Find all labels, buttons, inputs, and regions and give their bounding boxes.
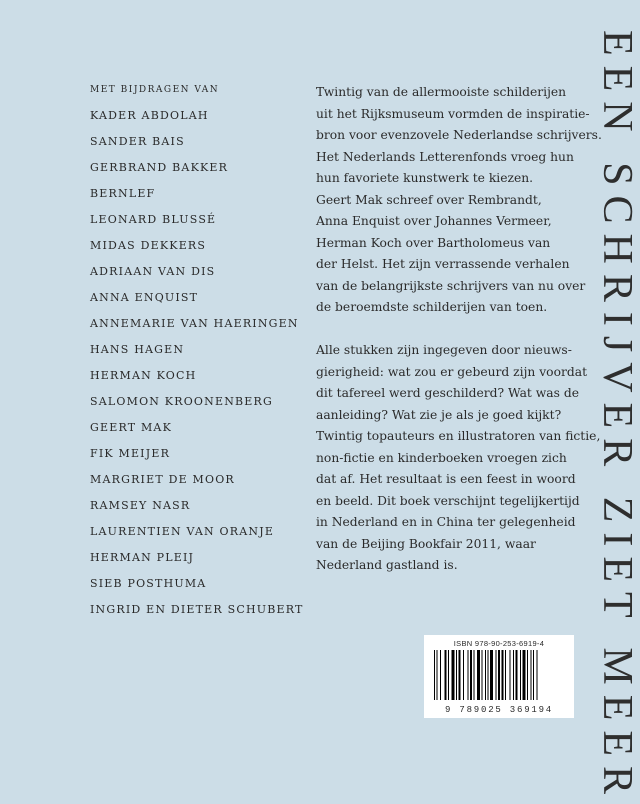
blurb-line: Herman Koch over Bartholomeus van	[316, 235, 551, 250]
blurb-line: bron voor evenzovele Nederlandse schrijvers.	[316, 128, 602, 142]
barcode-bar	[520, 650, 521, 700]
blurb-line: Anna Enquist over Johannes Vermeer,	[316, 214, 552, 228]
contributors-section	[90, 85, 304, 630]
blurb-section	[316, 82, 616, 577]
contributor-name: GERBRAND BAKKER	[90, 161, 229, 174]
blurb-line: Het Nederlands Letterenfonds vroeg hun	[316, 149, 574, 164]
barcode-bar	[482, 650, 483, 700]
barcode	[424, 635, 574, 718]
barcode-bar	[456, 650, 457, 700]
blurb-line: dit tafereel werd geschilderd? Wat was de	[316, 386, 580, 400]
contributor-name: MIDAS DEKKERS	[90, 239, 207, 252]
contributor-name: KADER ABDOLAH	[90, 109, 209, 122]
barcode-bar	[510, 650, 511, 700]
barcode-bar	[459, 650, 461, 700]
barcode-bar	[440, 650, 441, 700]
contributor-name: BERNLEF	[90, 187, 156, 200]
contributor-name: MARGRIET DE MOOR	[90, 473, 235, 486]
barcode-bar	[445, 650, 447, 700]
contributor-name: GEERT MAK	[90, 421, 172, 434]
blurb-line: dat af. Het resultaat is een feest in woord	[316, 472, 576, 486]
blurb-line: Twintig topauteurs en illustratoren van fictie,	[316, 429, 601, 443]
contributor-name: FIK MEIJER	[90, 447, 171, 460]
blurb-line: Nederland gastland is.	[316, 558, 458, 572]
contributor-name: SALOMON KROONENBERG	[90, 395, 274, 408]
barcode-bar	[474, 650, 475, 700]
blurb-line: der Helst. Het zijn verrassende verhalen	[316, 257, 570, 271]
contributor-name: ANNA ENQUIST	[90, 291, 199, 304]
contributor-name: HANS HAGEN	[90, 343, 185, 356]
barcode-bar	[523, 650, 526, 700]
contributors-heading: MET BIJDRAGEN VAN	[90, 85, 220, 95]
blurb-line: Geert Mak schreef over Rembrandt,	[316, 192, 542, 207]
contributor-name: ANNEMARIE VAN HAERINGEN	[90, 317, 299, 330]
blurb-line: de beroemdste schilderijen van toen.	[316, 300, 548, 314]
contributor-name: INGRID EN DIETER SCHUBERT	[90, 603, 304, 616]
blurb-line: Twintig van de allermooiste schilderijen	[316, 85, 567, 99]
contributor-name: RAMSEY NASR	[90, 499, 191, 512]
blurb-line: non-fictie en kinderboeken vroegen zich	[316, 450, 567, 465]
barcode-bar	[434, 650, 435, 700]
barcode-bar	[537, 650, 538, 700]
contributor-name: LEONARD BLUSSÉ	[90, 213, 217, 226]
contributors-list	[90, 109, 304, 630]
blurb-line: van de belangrijkste schrijvers van nu over	[316, 278, 586, 293]
blurb-line: uit het Rijksmuseum vormden de inspiratie-	[316, 106, 590, 121]
barcode-bar	[463, 650, 464, 700]
barcode-bar	[452, 650, 455, 700]
blurb-line: gierigheid: wat zou er gebeurd zijn voordat	[316, 364, 588, 379]
barcode-bar	[502, 650, 504, 700]
blurb-line: en beeld. Dit boek verschijnt tegelijkertijd	[316, 493, 580, 508]
barcode-bar	[505, 650, 506, 700]
barcode-bar	[527, 650, 528, 700]
barcode-bar	[490, 650, 493, 700]
contributor-name: ADRIAAN VAN DIS	[90, 265, 216, 278]
barcode-bar	[470, 650, 472, 700]
spine-title: EEN SCHRIJVER ZIET MEER	[594, 30, 640, 804]
barcode-bar	[485, 650, 486, 700]
barcode-bar	[477, 650, 480, 700]
contributor-name: SANDER BAIS	[90, 135, 185, 148]
barcode-bar	[488, 650, 489, 700]
barcode-bar	[513, 650, 514, 700]
blurb-line: Alle stukken zijn ingegeven door nieuws-	[316, 343, 572, 357]
barcode-bar	[448, 650, 449, 700]
blurb-paragraph-1	[316, 82, 616, 319]
barcode-bar	[437, 650, 438, 700]
contributor-name: HERMAN KOCH	[90, 369, 197, 382]
barcode-bars	[434, 650, 564, 700]
contributor-name: LAURENTIEN VAN ORANJE	[90, 525, 275, 538]
barcode-bar	[496, 650, 497, 700]
blurb-line: in Nederland en in China ter gelegenheid	[316, 515, 576, 529]
barcode-digits: 9 789025 369194	[444, 705, 553, 715]
barcode-bar	[468, 650, 469, 700]
blurb-line: hun favoriete kunstwerk te kiezen.	[316, 171, 534, 185]
blurb-paragraph-2	[316, 340, 616, 577]
blurb-line: van de Beijing Bookfair 2011, waar	[316, 536, 536, 551]
contributor-name: SIEB POSTHUMA	[90, 577, 207, 590]
barcode-bar	[531, 650, 532, 700]
isbn-number: ISBN 978-90-253-6919-4	[453, 639, 545, 648]
blurb-line: aanleiding? Wat zie je als je goed kijkt?	[316, 407, 562, 422]
barcode-bar	[516, 650, 518, 700]
contributor-name: HERMAN PLEIJ	[90, 551, 195, 564]
barcode-bar	[533, 650, 534, 700]
barcode-bar	[498, 650, 500, 700]
